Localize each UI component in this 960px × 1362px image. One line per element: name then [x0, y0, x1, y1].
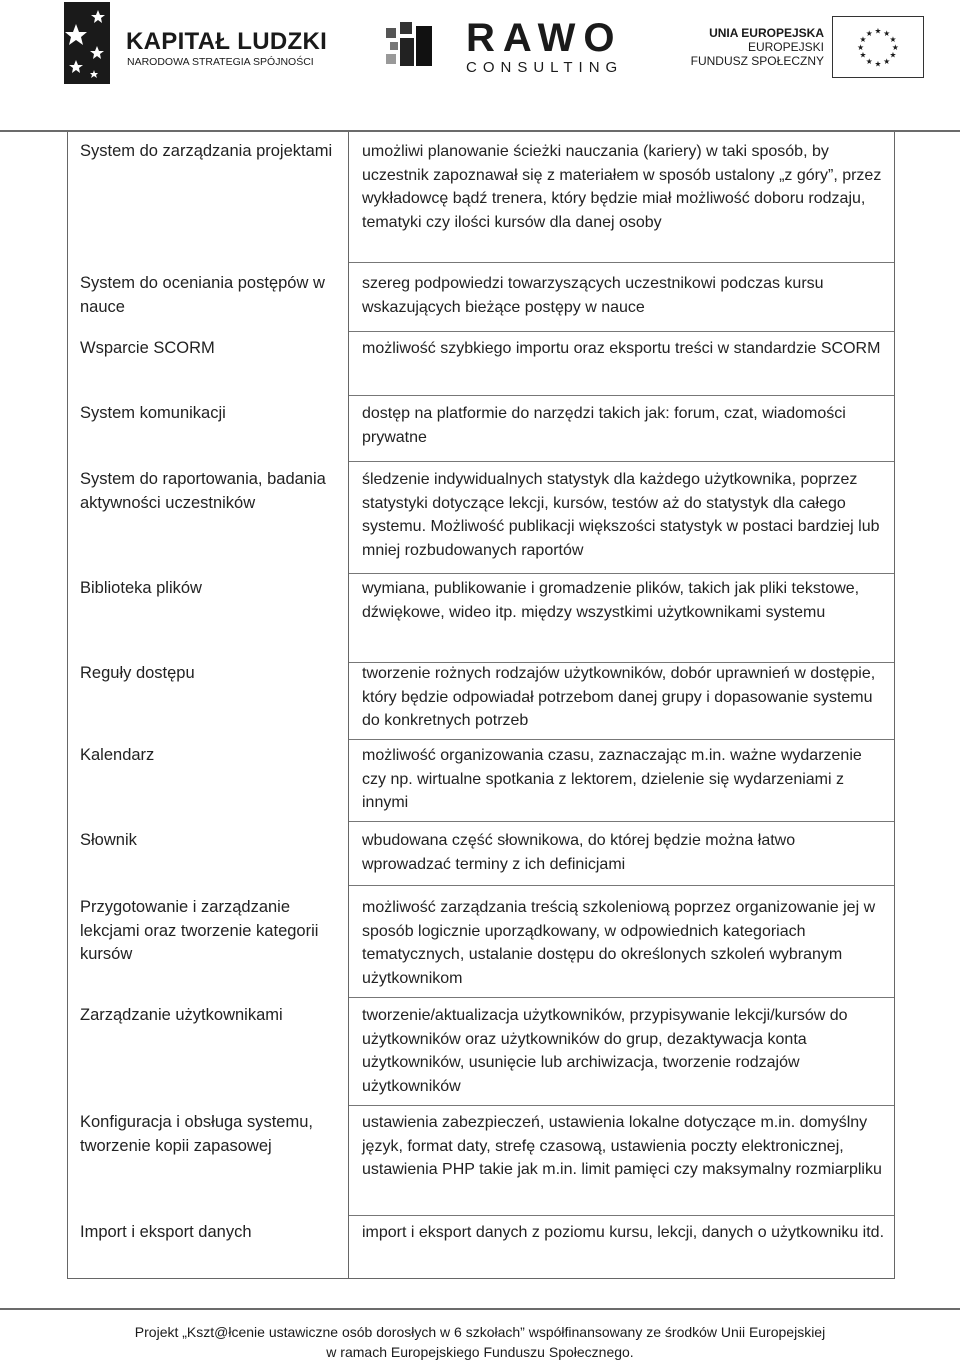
feature-description: śledzenie indywidualnych statystyk dla każdego użytkownika, poprzez statystyki dotyczące lekcji, kursów, testów aż do statystyk dla całego systemu. Możliwość publikacji większości statystyk w postaci bardziej lub mniej rozbudowanych raportów: [362, 471, 880, 559]
feature-name: Konfiguracja i obsługa systemu, tworzenie kopii zapasowej: [80, 1113, 313, 1155]
kapital-ludzki-emblem-icon: [64, 2, 110, 84]
table-row: [68, 886, 894, 998]
table-row: [68, 822, 894, 886]
rawo-title: RAWO: [466, 16, 623, 60]
feature-description: możliwość zarządzania treścią szkoleniową poprzez organizowanie jej w sposób logicznie uporządkowany, w odpowiednich kategoriach tematycznych, ustalanie dostępu do określonych szkoleń wybranym użytkownikom: [362, 899, 876, 987]
rawo-subtitle: CONSULTING: [466, 59, 624, 76]
table-row: [68, 332, 894, 396]
feature-name: System do oceniania postępów w nauce: [80, 274, 325, 316]
table-row: [68, 1106, 894, 1216]
eu-flag-icon: [832, 16, 924, 78]
kapital-ludzki-subtitle: NARODOWA STRATEGIA SPÓJNOŚCI: [127, 56, 314, 68]
feature-description: wymiana, publikowanie i gromadzenie plików, takich jak pliki tekstowe, dźwiękowe, wideo itp. między wszystkimi użytkownikami systemu: [362, 580, 860, 621]
feature-description: tworzenie rożnych rodzajów użytkowników, dobór uprawnień w dostępie, który będzie odpowiadał potrzebom danej grupy i dopasowanie systemu do konkretnych potrzeb: [362, 665, 876, 729]
svg-text:★: ★: [857, 42, 865, 52]
table-row: [68, 263, 894, 332]
feature-name: Kalendarz: [80, 746, 155, 764]
features-table: [67, 132, 895, 1279]
feature-name: Wsparcie SCORM: [80, 339, 215, 357]
eu-fund-logo: [688, 14, 924, 80]
svg-text:★: ★: [889, 35, 897, 45]
svg-text:★: ★: [883, 56, 891, 66]
feature-name: Reguły dostępu: [80, 664, 195, 682]
svg-text:★: ★: [865, 28, 873, 38]
footer-line-2: w ramach Europejskiego Funduszu Społecznego.: [326, 1344, 634, 1360]
table-row: [68, 132, 894, 263]
table-row: [68, 396, 894, 462]
table-row: [68, 1216, 894, 1278]
feature-description: możliwość organizowania czasu, zaznaczając m.in. ważne wydarzenie czy np. wirtualne spotkania z lektorem, dzielenie się wydarzeniami z innymi: [362, 747, 862, 811]
table-row: [68, 998, 894, 1106]
feature-description: tworzenie/aktualizacja użytkowników, przypisywanie lekcji/kursów do użytkowników oraz użytkowników do grup, dezaktywacja konta użytkowników, usunięcie lub archiwizacja, tworzenie rodzajów użytkowników: [362, 1007, 848, 1095]
feature-description: umożliwi planowanie ścieżki nauczania (kariery) w taki sposób, by uczestnik zapoznawał się z materiałem w sposób ustalony „z góry”, przez wykładowcę bądź trenera, który będzie miał możliwość doboru rodzaju, tematyki czy ilości kursów dla danej osoby: [362, 143, 882, 231]
table-row: [68, 663, 894, 740]
table-row: [68, 574, 894, 663]
feature-name: Zarządzanie użytkownikami: [80, 1006, 283, 1024]
feature-description: import i eksport danych z poziomu kursu, lekcji, danych o użytkowniku itd.: [362, 1224, 885, 1241]
footer-divider: [0, 1308, 960, 1310]
eu-line-2: EUROPEJSKI: [747, 40, 824, 54]
feature-name: System do raportowania, badania aktywności uczestników: [80, 470, 326, 512]
feature-description: ustawienia zabezpieczeń, ustawienia lokalne dotyczące m.in. domyślny język, format daty, strefę czasową, ustawienia poczty elektronicznej, ustawienia PHP takie jak m.in. limit pamięci czy maksymalny rozmiarpliku: [362, 1114, 882, 1178]
svg-text:★: ★: [859, 35, 867, 45]
svg-text:★: ★: [891, 42, 899, 52]
svg-text:★: ★: [874, 59, 882, 69]
feature-description: możliwość szybkiego importu oraz eksportu treści w standardzie SCORM: [362, 340, 881, 357]
feature-name: System do zarządzania projektami: [80, 142, 333, 160]
feature-name: System komunikacji: [80, 404, 226, 422]
eu-line-1: UNIA EUROPEJSKA: [709, 26, 824, 40]
feature-name: Biblioteka plików: [80, 579, 202, 597]
svg-text:★: ★: [859, 50, 867, 60]
svg-text:★: ★: [883, 28, 891, 38]
svg-text:★: ★: [865, 56, 873, 66]
rawo-consulting-logo: [386, 16, 624, 78]
feature-name: Słownik: [80, 831, 137, 849]
kapital-ludzki-title: KAPITAŁ LUDZKI: [126, 28, 328, 55]
rawo-emblem-icon: [386, 18, 436, 68]
table-row: [68, 740, 894, 822]
svg-text:★: ★: [889, 50, 897, 60]
feature-name: Przygotowanie i zarządzanie lekcjami oraz tworzenie kategorii kursów: [80, 898, 319, 963]
kapital-ludzki-logo: [64, 2, 328, 84]
feature-description: wbudowana część słownikowa, do której będzie można łatwo wprowadzać terminy z ich definicjami: [362, 832, 796, 873]
feature-description: dostęp na platformie do narzędzi takich jak: forum, czat, wiadomości prywatne: [362, 405, 846, 446]
eu-fund-text: [691, 26, 824, 68]
feature-description: szereg podpowiedzi towarzyszących uczestnikowi podczas kursu wskazujących bieżące postępy w nauce: [362, 275, 824, 316]
svg-text:★: ★: [874, 26, 882, 36]
feature-name: Import i eksport danych: [80, 1223, 252, 1241]
footer-line-1: Projekt „Kszt@łcenie ustawiczne osób dorosłych w 6 szkołach” współfinansowany ze środków Unii Europejskiej: [134, 1324, 826, 1340]
eu-line-3: FUNDUSZ SPOŁECZNY: [690, 54, 824, 68]
table-row: [68, 462, 894, 574]
